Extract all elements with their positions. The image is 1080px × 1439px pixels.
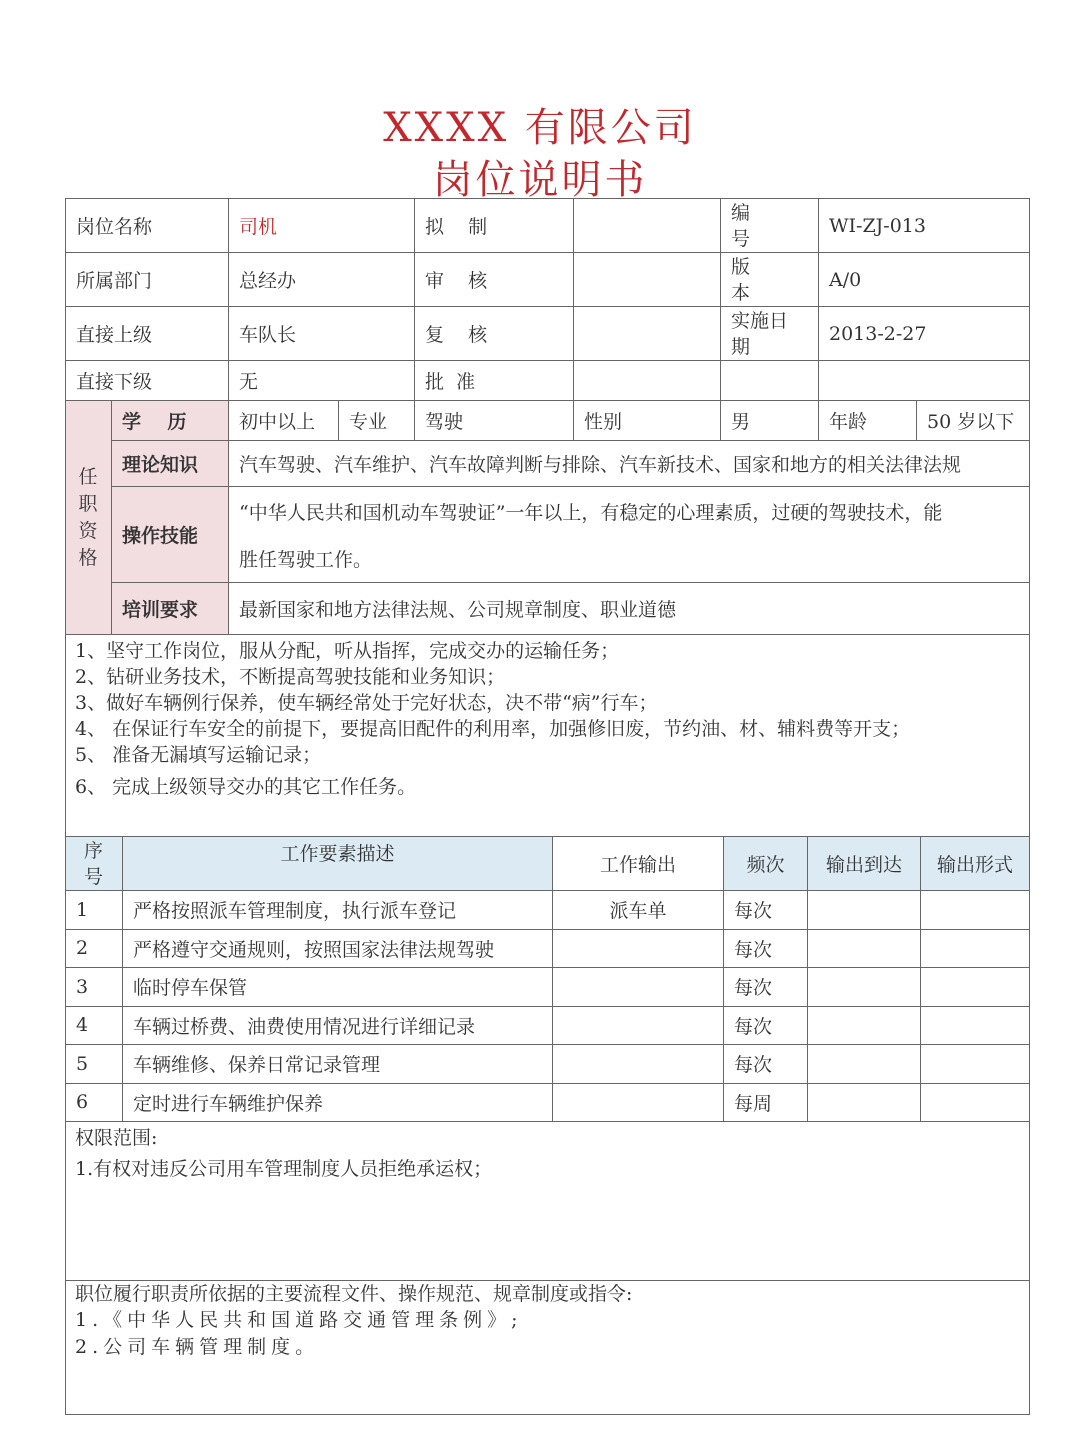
authority-section <box>66 1122 1029 1281</box>
value-training: 最新国家和地方法律法规、公司规章制度、职业道德 <box>229 583 1029 635</box>
skill-line-2: 胜任驾驶工作。 <box>239 548 373 571</box>
header-desc: 工作要素描述 <box>123 837 553 891</box>
row-frequency: 每次 <box>724 968 808 1007</box>
authority-title: 权限范围: <box>75 1127 158 1149</box>
duty-item: 3、做好车辆例行保养，使车辆经常处于完好状态，决不带“病”行车； <box>75 692 658 714</box>
duty-item: 5、 准备无漏填写运输记录； <box>75 744 322 766</box>
row-desc: 车辆维修、保养日常记录管理 <box>123 1045 553 1084</box>
row-desc: 临时停车保管 <box>123 968 553 1007</box>
row-desc: 严格遵守交通规则，按照国家法律法规驾驶 <box>123 930 553 969</box>
row-seq: 1 <box>66 891 123 930</box>
row-frequency: 每次 <box>724 930 808 969</box>
value-gender: 男 <box>721 401 819 441</box>
row-output <box>553 968 724 1007</box>
value-knowledge: 汽车驾驶、汽车维护、汽车故障判断与排除、汽车新技术、国家和地方的相关法律法规 <box>229 441 1029 487</box>
row-frequency: 每周 <box>724 1084 808 1123</box>
row-destination <box>808 1007 921 1046</box>
label-department: 所属部门 <box>66 253 229 307</box>
row-desc: 车辆过桥费、油费使用情况进行详细记录 <box>123 1007 553 1046</box>
value-skill <box>229 487 1029 583</box>
row-form <box>921 891 1029 930</box>
label-superior: 直接上级 <box>66 307 229 361</box>
skill-line-1: “中华人民共和国机动车驾驶证”一年以上，有稳定的心理素质，过硬的驾驶技术，能 <box>239 501 943 524</box>
header-seq-text: 序号 <box>84 839 104 888</box>
row-destination <box>808 1045 921 1084</box>
label-effective-date-text: 实施日期 <box>731 309 789 358</box>
row-seq: 4 <box>66 1007 123 1046</box>
references-title: 职位履行职责所依据的主要流程文件、操作规范、规章制度或指令: <box>75 1283 633 1305</box>
value-effective-date: 2013-2-27 <box>819 307 1029 361</box>
value-code: WI-ZJ-013 <box>819 199 1029 253</box>
value-empty-a <box>721 361 819 401</box>
label-gender: 性别 <box>574 401 721 441</box>
label-major: 专业 <box>339 401 415 441</box>
row-form <box>921 1045 1029 1084</box>
duty-item: 6、 完成上级领导交办的其它工作任务。 <box>75 776 417 798</box>
row-output <box>553 1045 724 1084</box>
reference-item: 2.公司车辆管理制度。 <box>75 1336 320 1358</box>
company-name: XXXX 有限公司 <box>383 105 697 151</box>
value-review <box>574 253 721 307</box>
value-approve <box>574 361 721 401</box>
header-destination: 输出到达 <box>808 837 921 891</box>
duty-item: 1、坚守工作岗位，服从分配，听从指挥，完成交办的运输任务； <box>75 640 620 662</box>
label-recheck: 复 核 <box>415 307 574 361</box>
header-form: 输出形式 <box>921 837 1029 891</box>
label-version-text: 版本 <box>731 255 751 304</box>
duties-section <box>66 635 1029 837</box>
header-frequency: 频次 <box>724 837 808 891</box>
value-education: 初中以上 <box>229 401 339 441</box>
references-section <box>66 1281 1029 1414</box>
value-superior: 车队长 <box>229 307 415 361</box>
label-draft: 拟 制 <box>415 199 574 253</box>
value-subordinate: 无 <box>229 361 415 401</box>
label-knowledge: 理论知识 <box>112 441 229 487</box>
label-code-text: 编号 <box>731 201 751 250</box>
row-form <box>921 1084 1029 1123</box>
row-seq: 2 <box>66 930 123 969</box>
value-post-name: 司机 <box>229 199 415 253</box>
row-destination <box>808 968 921 1007</box>
value-age: 50 岁以下 <box>917 401 1029 441</box>
value-recheck <box>574 307 721 361</box>
label-approve: 批 准 <box>415 361 574 401</box>
row-output <box>553 1007 724 1046</box>
label-post-name: 岗位名称 <box>66 199 229 253</box>
row-form <box>921 1007 1029 1046</box>
label-review: 审 核 <box>415 253 574 307</box>
label-code <box>721 199 819 253</box>
label-training: 培训要求 <box>112 583 229 635</box>
row-destination <box>808 891 921 930</box>
header-seq <box>66 837 123 891</box>
row-desc: 定时进行车辆维护保养 <box>123 1084 553 1123</box>
label-subordinate: 直接下级 <box>66 361 229 401</box>
document-title: 岗位说明书 <box>432 157 648 203</box>
row-desc: 严格按照派车管理制度，执行派车登记 <box>123 891 553 930</box>
label-age: 年龄 <box>819 401 917 441</box>
header-output: 工作输出 <box>553 837 724 891</box>
authority-item: 1.有权对违反公司用车管理制度人员拒绝承运权； <box>75 1158 493 1180</box>
duty-item: 4、 在保证行车安全的前提下，要提高旧配件的利用率，加强修旧废，节约油、材、辅料费等开支； <box>75 718 911 740</box>
value-major: 驾驶 <box>415 401 574 441</box>
row-seq: 5 <box>66 1045 123 1084</box>
row-frequency: 每次 <box>724 1045 808 1084</box>
value-empty-b <box>819 361 1029 401</box>
row-frequency: 每次 <box>724 1007 808 1046</box>
label-effective-date <box>721 307 819 361</box>
row-output <box>553 1084 724 1123</box>
row-seq: 6 <box>66 1084 123 1123</box>
value-department: 总经办 <box>229 253 415 307</box>
qualification-group-text: 任职资格 <box>78 465 98 569</box>
value-draft <box>574 199 721 253</box>
row-destination <box>808 930 921 969</box>
label-version <box>721 253 819 307</box>
label-skill: 操作技能 <box>112 487 229 583</box>
duty-item: 2、钻研业务技术，不断提高驾驶技能和业务知识； <box>75 666 506 688</box>
value-version: A/0 <box>819 253 1029 307</box>
row-form <box>921 930 1029 969</box>
row-form <box>921 968 1029 1007</box>
row-seq: 3 <box>66 968 123 1007</box>
row-output <box>553 930 724 969</box>
label-education: 学 历 <box>112 401 229 441</box>
qualification-group-label <box>66 401 112 635</box>
row-destination <box>808 1084 921 1123</box>
row-output: 派车单 <box>553 891 724 930</box>
reference-item: 1.《中华人民共和国道路交通管理条例》; <box>75 1309 523 1331</box>
row-frequency: 每次 <box>724 891 808 930</box>
